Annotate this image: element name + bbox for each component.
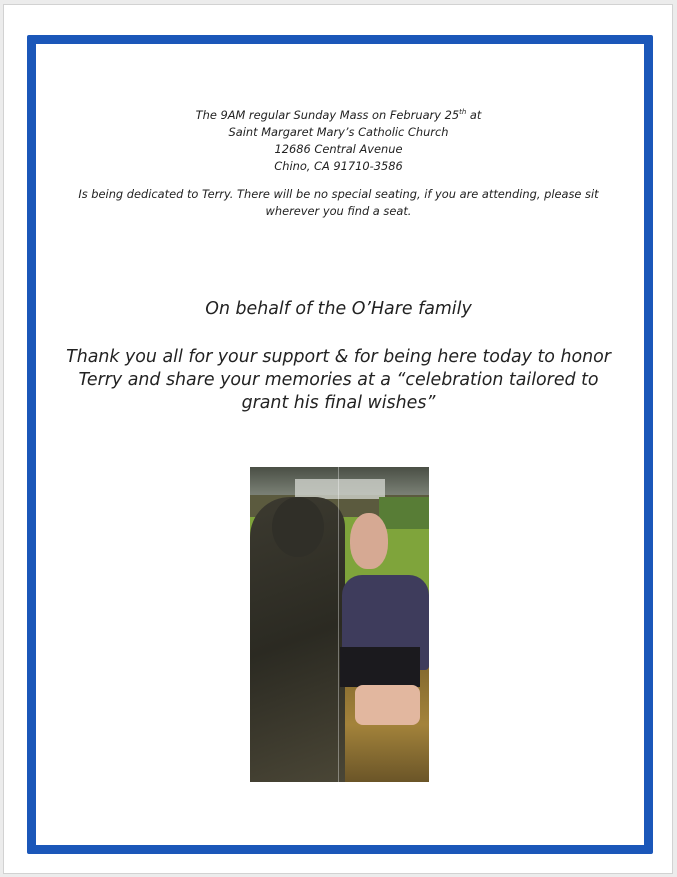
family-heading: On behalf of the O’Hare family (205, 299, 472, 319)
mass-notice-street: 12686 Central Avenue (274, 141, 403, 156)
photo-man-shorts (340, 647, 420, 687)
photo-statue-head (272, 497, 324, 557)
photo-fold-line (338, 467, 339, 782)
photo-man-legs (355, 685, 420, 725)
mass-notice (0, 104, 677, 175)
dedication-line-1: Is being dedicated to Terry. There will be no special seating, if you are attending, please sit (78, 187, 599, 201)
thank-you-line-3: grant his final wishes” (241, 393, 436, 413)
photo-hedge (379, 497, 429, 529)
dedication-text (0, 186, 677, 220)
photo-man-head (350, 513, 388, 569)
thank-you-message (0, 346, 677, 415)
mass-notice-city: Chino, CA 91710-3586 (274, 158, 403, 173)
dedication-line-2: wherever you find a seat. (265, 204, 412, 218)
mass-notice-church: Saint Margaret Mary’s Catholic Church (228, 124, 449, 139)
photo-building (295, 479, 385, 499)
mass-notice-line-1: The 9AM regular Sunday Mass on February 25th at (195, 107, 482, 122)
thank-you-line-1: Thank you all for your support & for being here today to honor (66, 347, 611, 367)
memorial-photo (250, 467, 429, 782)
thank-you-line-2: Terry and share your memories at a “celebration tailored to (78, 370, 599, 390)
